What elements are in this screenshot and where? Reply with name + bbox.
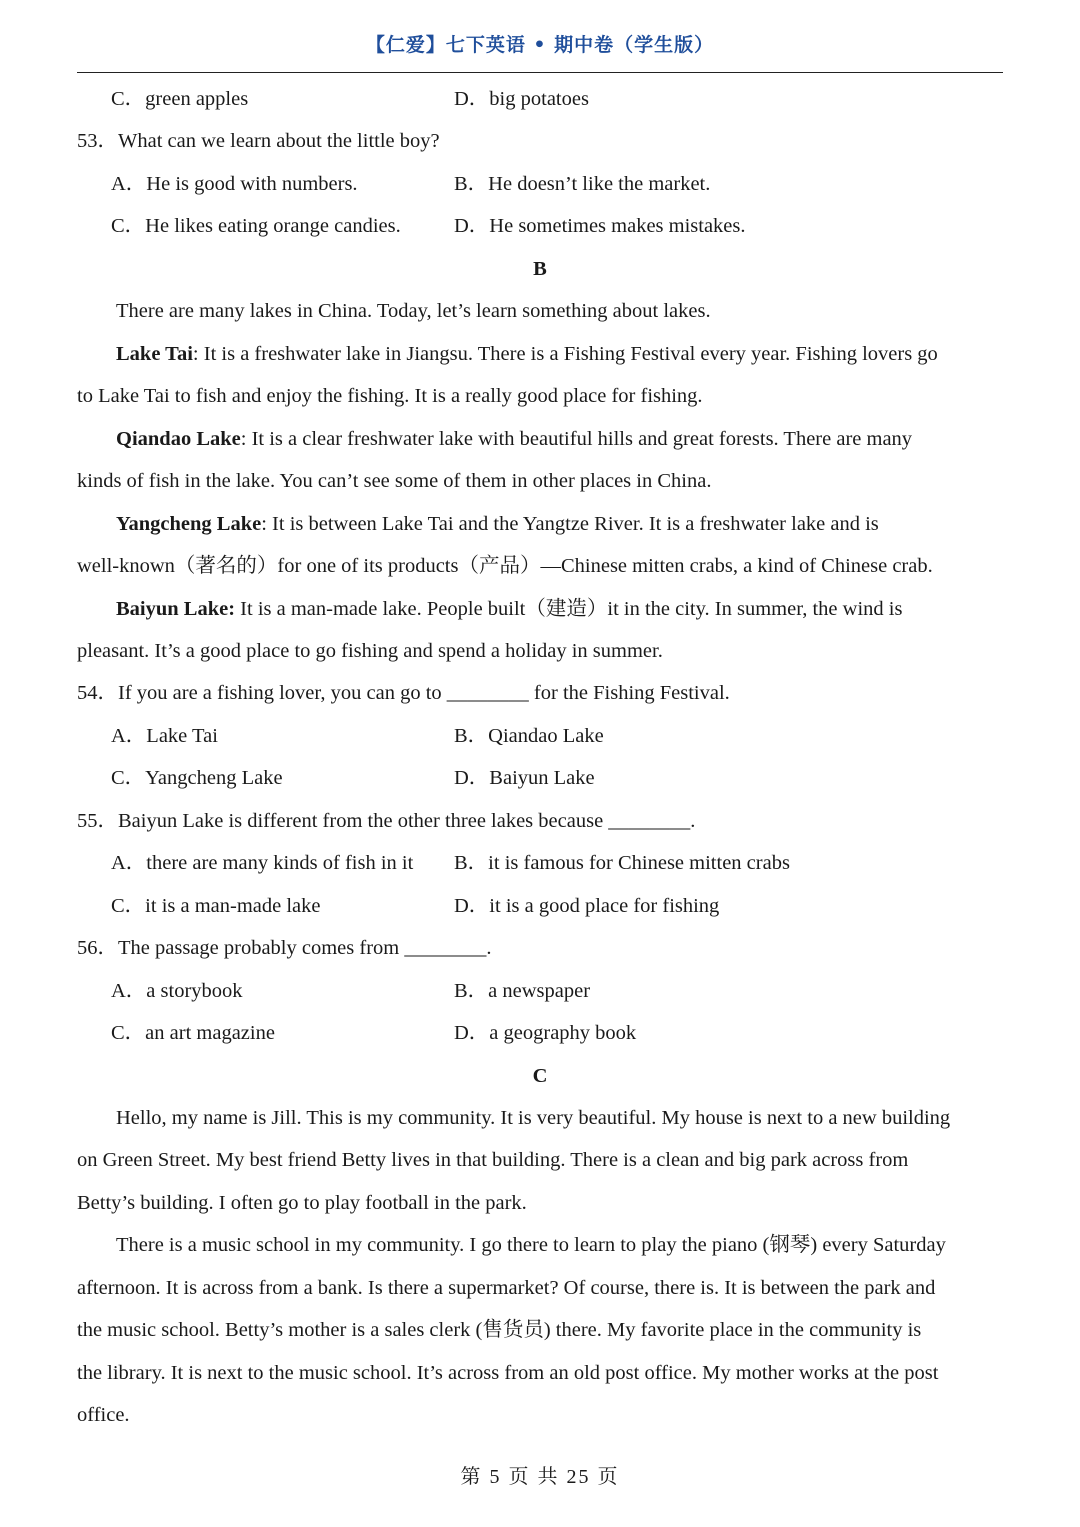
- lake-tai-text1: : It is a freshwater lake in Jiangsu. There is a Fishing Festival every year. Fishing lovers go: [192, 343, 938, 365]
- section-b-title: B: [533, 258, 547, 280]
- lake-tai-paragraph-line1: [116, 339, 938, 369]
- qiandao-lake-name: Qiandao Lake: [116, 428, 241, 450]
- section-c-title: C: [532, 1065, 548, 1087]
- q54-stem: 54．If you are a fishing lover, you can go to ________ for the Fishing Festival.: [77, 682, 730, 704]
- q55-option-a: A．there are many kinds of fish in it: [111, 852, 414, 874]
- q53-stem: 53．What can we learn about the little boy?: [77, 130, 440, 152]
- section-b-intro: There are many lakes in China. Today, let’s learn something about lakes.: [116, 300, 711, 322]
- q56-option-c: C．an art magazine: [111, 1022, 275, 1044]
- baiyun-text1: It is a man-made lake. People built（建造）it in the city. In summer, the wind is: [235, 598, 903, 620]
- yangcheng-paragraph-line1: [116, 509, 879, 539]
- yangcheng-lake-name: Yangcheng Lake: [116, 513, 262, 535]
- section-c-p2-line4: the library. It is next to the music school. It’s across from an old post office. My mother works at the post: [77, 1362, 939, 1384]
- q53-option-b: B．He doesn’t like the market.: [454, 173, 711, 195]
- footer-prefix: 第: [460, 1466, 483, 1488]
- q54-option-c: C．Yangcheng Lake: [111, 767, 283, 789]
- header-divider: [77, 72, 1003, 73]
- section-c-p1-line2: on Green Street. My best friend Betty lives in that building. There is a clean and big park across from: [77, 1149, 909, 1171]
- section-c-p2-line1: There is a music school in my community. I go there to learn to play the piano (钢琴) every Saturday: [116, 1234, 946, 1256]
- q56-stem: 56．The passage probably comes from ________.: [77, 937, 492, 959]
- q55-option-d: D．it is a good place for fishing: [454, 895, 720, 917]
- section-c-p1-line3: Betty’s building. I often go to play football in the park.: [77, 1192, 527, 1214]
- footer-middle: 页 共: [508, 1466, 560, 1488]
- q52-option-d: D．big potatoes: [454, 88, 589, 110]
- footer-total-pages: 25: [566, 1466, 591, 1488]
- footer-suffix: 页: [597, 1466, 620, 1488]
- baiyun-paragraph-line2: pleasant. It’s a good place to go fishing and spend a holiday in summer.: [77, 640, 663, 662]
- q55-stem: 55．Baiyun Lake is different from the other three lakes because ________.: [77, 810, 696, 832]
- q54-option-a: A．Lake Tai: [111, 725, 218, 747]
- footer-page-number: 5: [489, 1466, 502, 1488]
- section-c-p1-line1: Hello, my name is Jill. This is my community. It is very beautiful. My house is next to a new building: [116, 1107, 951, 1129]
- section-c-p2-line2: afternoon. It is across from a bank. Is there a supermarket? Of course, there is. It is between the park and: [77, 1277, 936, 1299]
- lake-tai-paragraph-line2: to Lake Tai to fish and enjoy the fishing. It is a really good place for fishing.: [77, 385, 703, 407]
- q54-option-b: B．Qiandao Lake: [454, 725, 604, 747]
- q56-option-d: D．a geography book: [454, 1022, 637, 1044]
- q54-option-d: D．Baiyun Lake: [454, 767, 595, 789]
- qiandao-text1: : It is a clear freshwater lake with beautiful hills and great forests. There are many: [240, 428, 913, 450]
- lake-tai-name: Lake Tai: [116, 343, 193, 365]
- q55-option-b: B．it is famous for Chinese mitten crabs: [454, 852, 790, 874]
- yangcheng-text1: : It is between Lake Tai and the Yangtze River. It is a freshwater lake and is: [261, 513, 879, 535]
- section-c-p2-line3: the music school. Betty’s mother is a sales clerk (售货员) there. My favorite place in the community is: [77, 1319, 922, 1341]
- page-footer: [0, 1460, 1080, 1489]
- page-header-title: 【仁爱】七下英语 • 期中卷（学生版）: [365, 34, 715, 56]
- baiyun-lake-name: Baiyun Lake:: [116, 598, 236, 620]
- q56-option-b: B．a newspaper: [454, 980, 591, 1002]
- q53-option-a: A．He is good with numbers.: [111, 173, 358, 195]
- q52-option-c: C．green apples: [111, 88, 249, 110]
- section-c-p2-line5: office.: [77, 1404, 130, 1426]
- q53-option-c: C．He likes eating orange candies.: [111, 215, 401, 237]
- yangcheng-paragraph-line2: well-known（著名的）for one of its products（产品）—Chinese mitten crabs, a kind of Chinese crab.: [77, 555, 933, 577]
- qiandao-paragraph-line1: [116, 424, 912, 454]
- q55-option-c: C．it is a man-made lake: [111, 895, 321, 917]
- qiandao-paragraph-line2: kinds of fish in the lake. You can’t see some of them in other places in China.: [77, 470, 712, 492]
- q56-option-a: A．a storybook: [111, 980, 243, 1002]
- baiyun-paragraph-line1: [116, 594, 902, 624]
- q53-option-d: D．He sometimes makes mistakes.: [454, 215, 746, 237]
